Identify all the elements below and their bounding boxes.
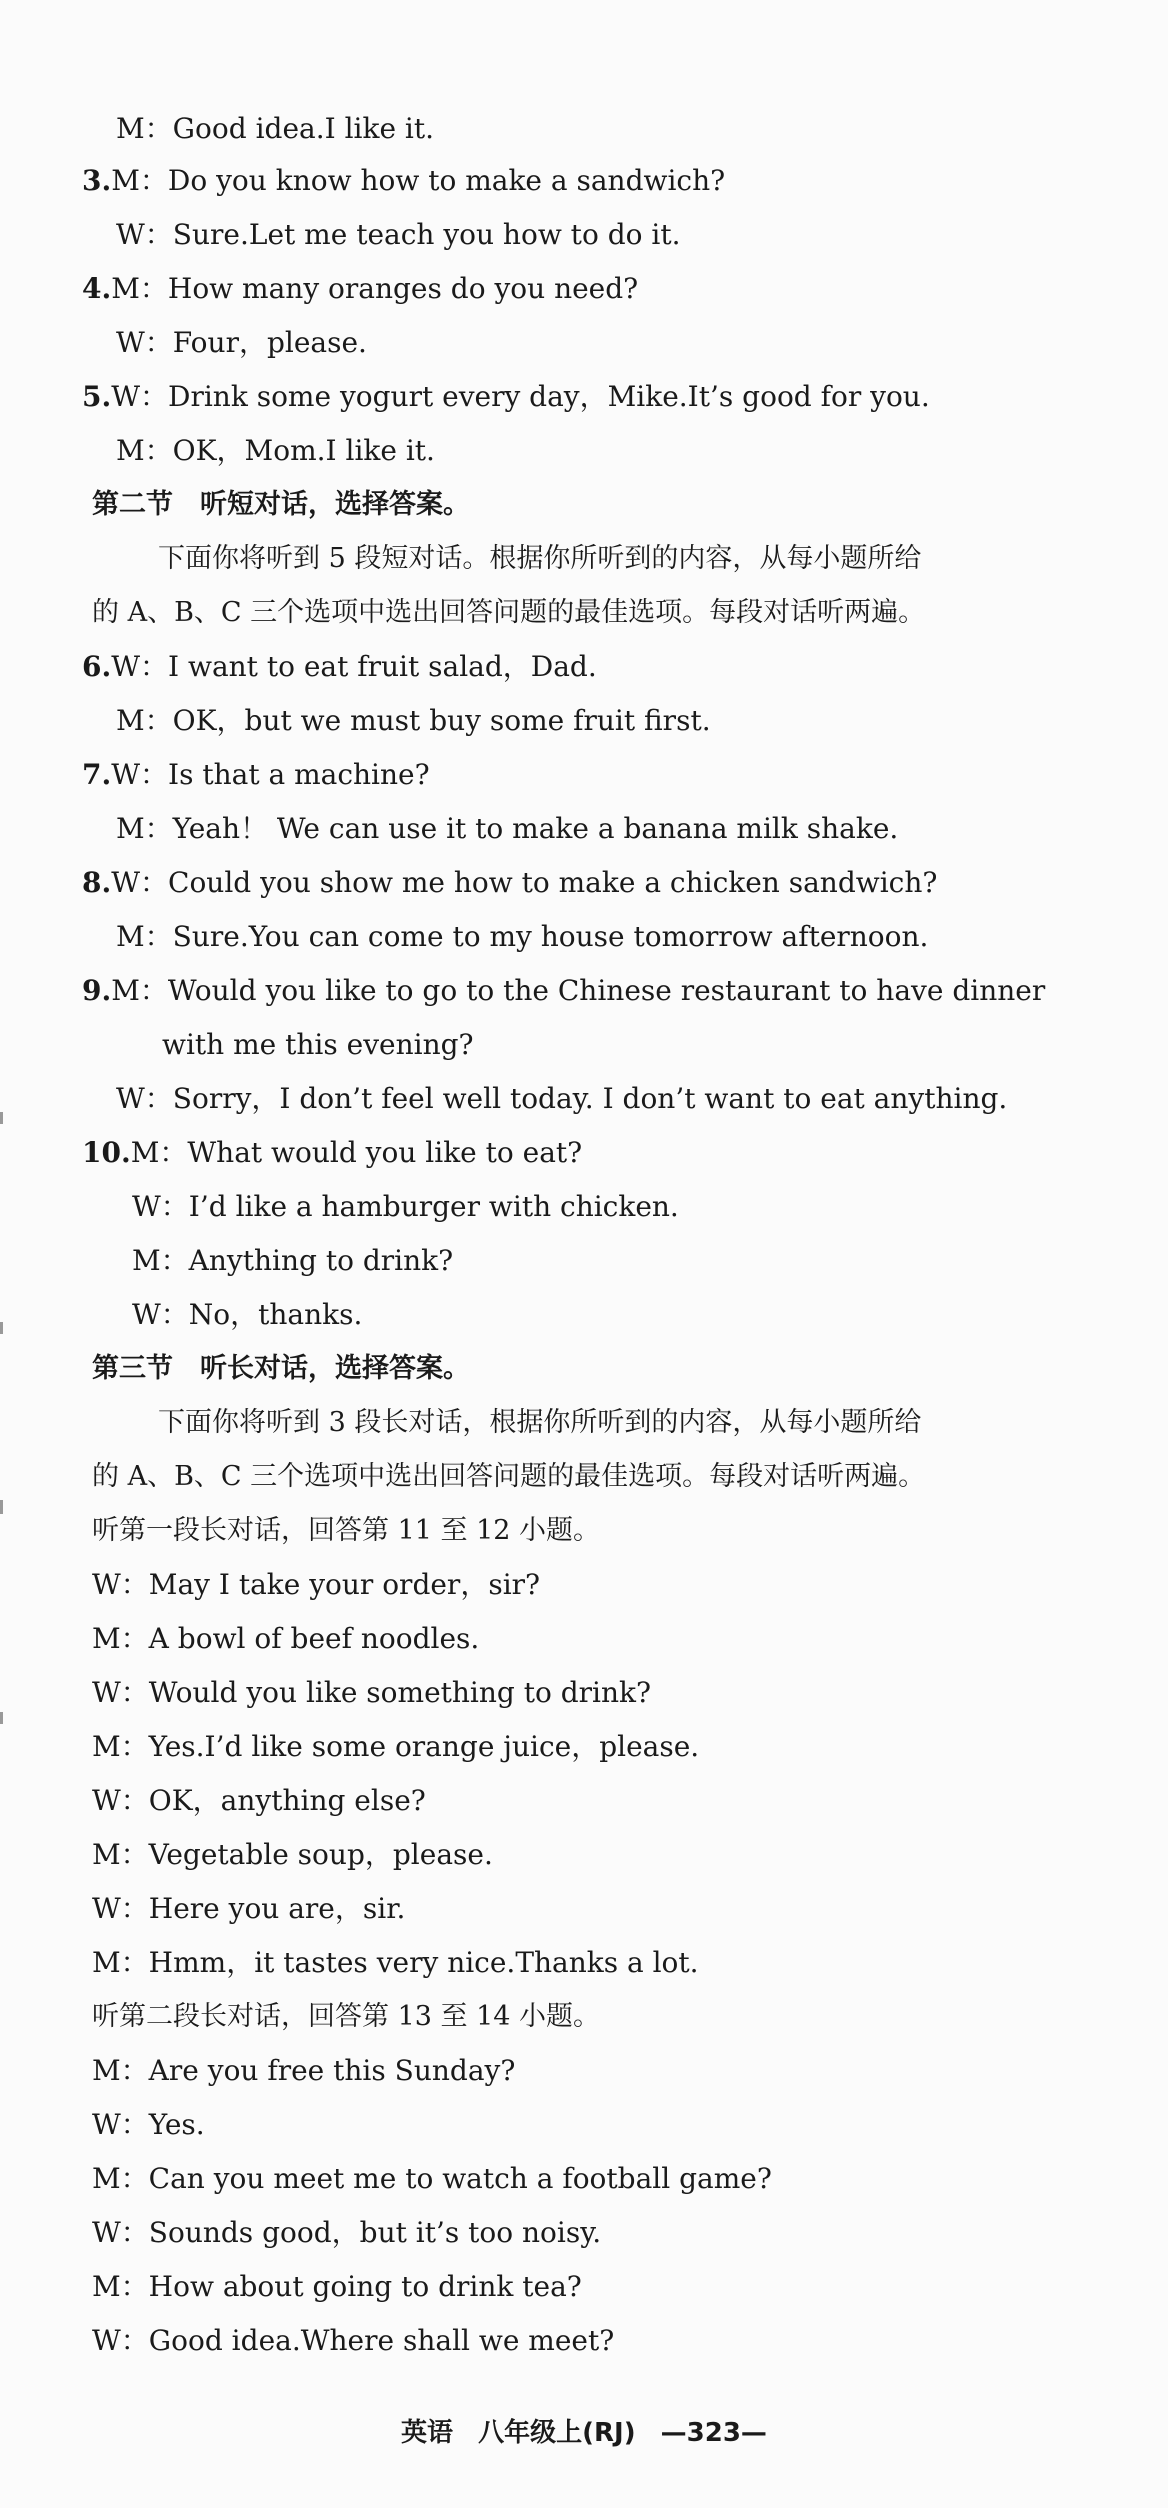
dialogue-line: W：Sure.Let me teach you how to do it. [116, 218, 681, 251]
dialogue-line: W：I’d like a hamburger with chicken. [132, 1190, 679, 1223]
dialogue-line: W：Sorry，I don’t feel well today. I don’t want to eat anything. [116, 1082, 1008, 1115]
question-number: 10. [82, 1136, 131, 1169]
dialogue-line: W：Sounds good，but it’s too noisy. [92, 2216, 602, 2249]
binding-edge-mark [0, 1500, 3, 1514]
dialogue-line: M：How about going to drink tea? [92, 2270, 582, 2303]
section-heading: 第三节 听长对话，选择答案。 [92, 1353, 470, 1384]
question-line: 4.M：How many oranges do you need? [82, 272, 639, 305]
binding-edge-mark [0, 1322, 3, 1334]
dialogue-line: M：Anything to drink? [132, 1244, 454, 1277]
dialogue-line: M：Good idea.I like it. [116, 112, 435, 145]
question-line: 6.W：I want to eat fruit salad，Dad. [82, 650, 597, 683]
question-number: 3. [82, 164, 112, 197]
dialogue-line: W：Yes. [92, 2108, 205, 2141]
instruction-text: 的 A、B、C 三个选项中选出回答问题的最佳选项。每段对话听两遍。 [92, 1461, 926, 1492]
dialogue-line: W：Good idea.Where shall we meet? [92, 2324, 615, 2357]
page-number: —323— [660, 2418, 767, 2448]
dialogue-line: M：Are you free this Sunday? [92, 2054, 516, 2087]
footer-grade: 八年级上(RJ) [478, 2418, 636, 2448]
dialogue-line: M：Hmm，it tastes very nice.Thanks a lot. [92, 1946, 699, 1979]
dialogue-line: W：No，thanks. [132, 1298, 363, 1331]
question-number: 5. [82, 380, 112, 413]
section-heading: 第二节 听短对话，选择答案。 [92, 489, 470, 520]
binding-edge-mark [0, 1112, 3, 1124]
dialogue-line: M：Yes.I’d like some orange juice，please. [92, 1730, 700, 1763]
instruction-text: 下面你将听到 5 段短对话。根据你所听到的内容，从每小题所给 [158, 543, 922, 574]
dialogue-line: M：Vegetable soup，please. [92, 1838, 493, 1871]
question-line: 7.W：Is that a machine? [82, 758, 430, 791]
instruction-text: 听第二段长对话，回答第 13 至 14 小题。 [92, 2001, 601, 2032]
instruction-text: 下面你将听到 3 段长对话，根据你所听到的内容，从每小题所给 [158, 1407, 922, 1438]
question-number: 4. [82, 272, 112, 305]
dialogue-line: M：Sure.You can come to my house tomorrow afternoon. [116, 920, 929, 953]
dialogue-line: W：Here you are，sir. [92, 1892, 406, 1925]
question-line: 8.W：Could you show me how to make a chicken sandwich? [82, 866, 938, 899]
dialogue-line: W：Would you like something to drink? [92, 1676, 652, 1709]
question-number: 6. [82, 650, 112, 683]
question-number: 9. [82, 974, 112, 1007]
dialogue-line: M：Can you meet me to watch a football game? [92, 2162, 772, 2195]
dialogue-line: W：Four，please. [116, 326, 367, 359]
binding-edge-mark [0, 1712, 3, 1724]
question-line: 9.M：Would you like to go to the Chinese restaurant to have dinner [82, 974, 1046, 1007]
question-number: 7. [82, 758, 112, 791]
dialogue-line: M：A bowl of beef noodles. [92, 1622, 480, 1655]
dialogue-line: with me this evening? [162, 1028, 474, 1061]
question-line: 10.M：What would you like to eat? [82, 1136, 583, 1169]
dialogue-line: W：OK，anything else? [92, 1784, 426, 1817]
instruction-text: 听第一段长对话，回答第 11 至 12 小题。 [92, 1515, 601, 1546]
question-line: 3.M：Do you know how to make a sandwich? [82, 164, 726, 197]
page-footer [0, 2412, 1168, 2449]
dialogue-line: M：OK，but we must buy some fruit first. [116, 704, 711, 737]
dialogue-line: M：Yeah！ We can use it to make a banana milk shake. [116, 812, 899, 845]
footer-subject: 英语 [401, 2418, 454, 2448]
dialogue-line: M：OK，Mom.I like it. [116, 434, 435, 467]
question-number: 8. [82, 866, 112, 899]
instruction-text: 的 A、B、C 三个选项中选出回答问题的最佳选项。每段对话听两遍。 [92, 597, 926, 628]
question-line: 5.W：Drink some yogurt every day，Mike.It’s good for you. [82, 380, 930, 413]
dialogue-line: W：May I take your order，sir? [92, 1568, 541, 1601]
